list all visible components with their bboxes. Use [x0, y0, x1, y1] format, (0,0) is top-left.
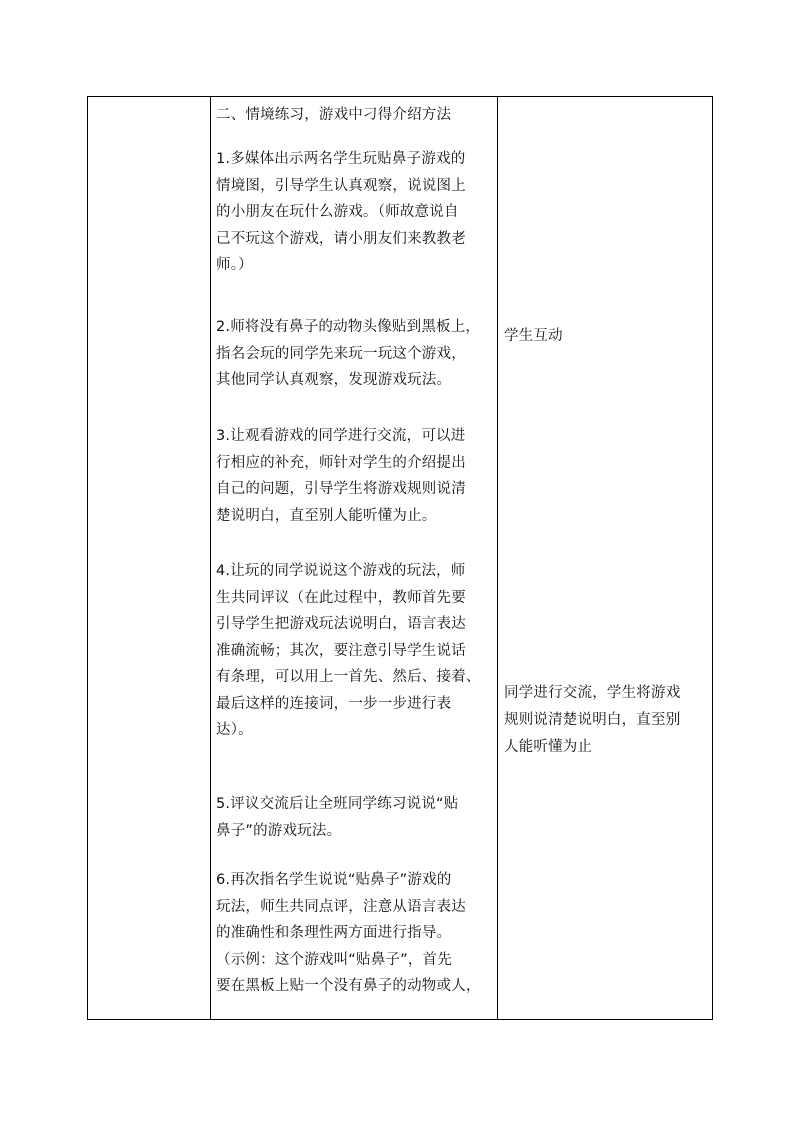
step-6-paragraph: 6.再次指名学生说说“贴鼻子”游戏的 玩法，师生共同点评，注意从语言表达 的准确性和条理性两方面进行指导。 （示例：这个游戏叫“贴鼻子”，首先 要在黑板上贴一个没有鼻子的动物或人， — [216, 872, 481, 994]
section-heading: 二、情境练习，游戏中刁得介绍方法 — [216, 107, 452, 123]
step-2-paragraph: 2.师将没有鼻子的动物头像贴到黑板上， 指名会玩的同学先来玩一玩这个游戏， 其他同学认真观察，发现游戏玩法。 — [216, 319, 481, 388]
column-divider-2 — [497, 97, 498, 1019]
column-divider-1 — [210, 97, 211, 1019]
step-1-paragraph: 1.多媒体出示两名学生玩贴鼻子游戏的 情境图，引导学生认真观察，说说图上 的小朋友在玩什么游戏。（师故意说自 己不玩这个游戏，请小朋友们来教教老 师。） — [216, 151, 466, 273]
step-4-paragraph: 4.让玩的同学说说这个游戏的玩法，师 生共同评议（在此过程中，教师首先要 引导学生把游戏玩法说明白，语言表达 准确流畅；其次，要注意引导学生说话 有条理，可以用上一首先、然后、接着、 最后这样的连接词，一步一步进行表 达）。 — [216, 563, 481, 738]
step-3-paragraph: 3.让观看游戏的同学进行交流，可以进 行相应的补充，师针对学生的介绍提出 自己的问题，引导学生将游戏规则说清 楚说明白，直至别人能听懂为止。 — [216, 428, 466, 524]
lesson-table — [87, 96, 713, 1020]
note-student-interaction: 学生互动 — [504, 328, 563, 344]
note-student-exchange: 同学进行交流，学生将游戏 规则说清楚说明白，直至别 人能听懂为止 — [504, 685, 681, 755]
step-5-paragraph: 5.评议交流后让全班同学练习说说“贴 鼻子”的游戏玩法。 — [216, 796, 459, 839]
